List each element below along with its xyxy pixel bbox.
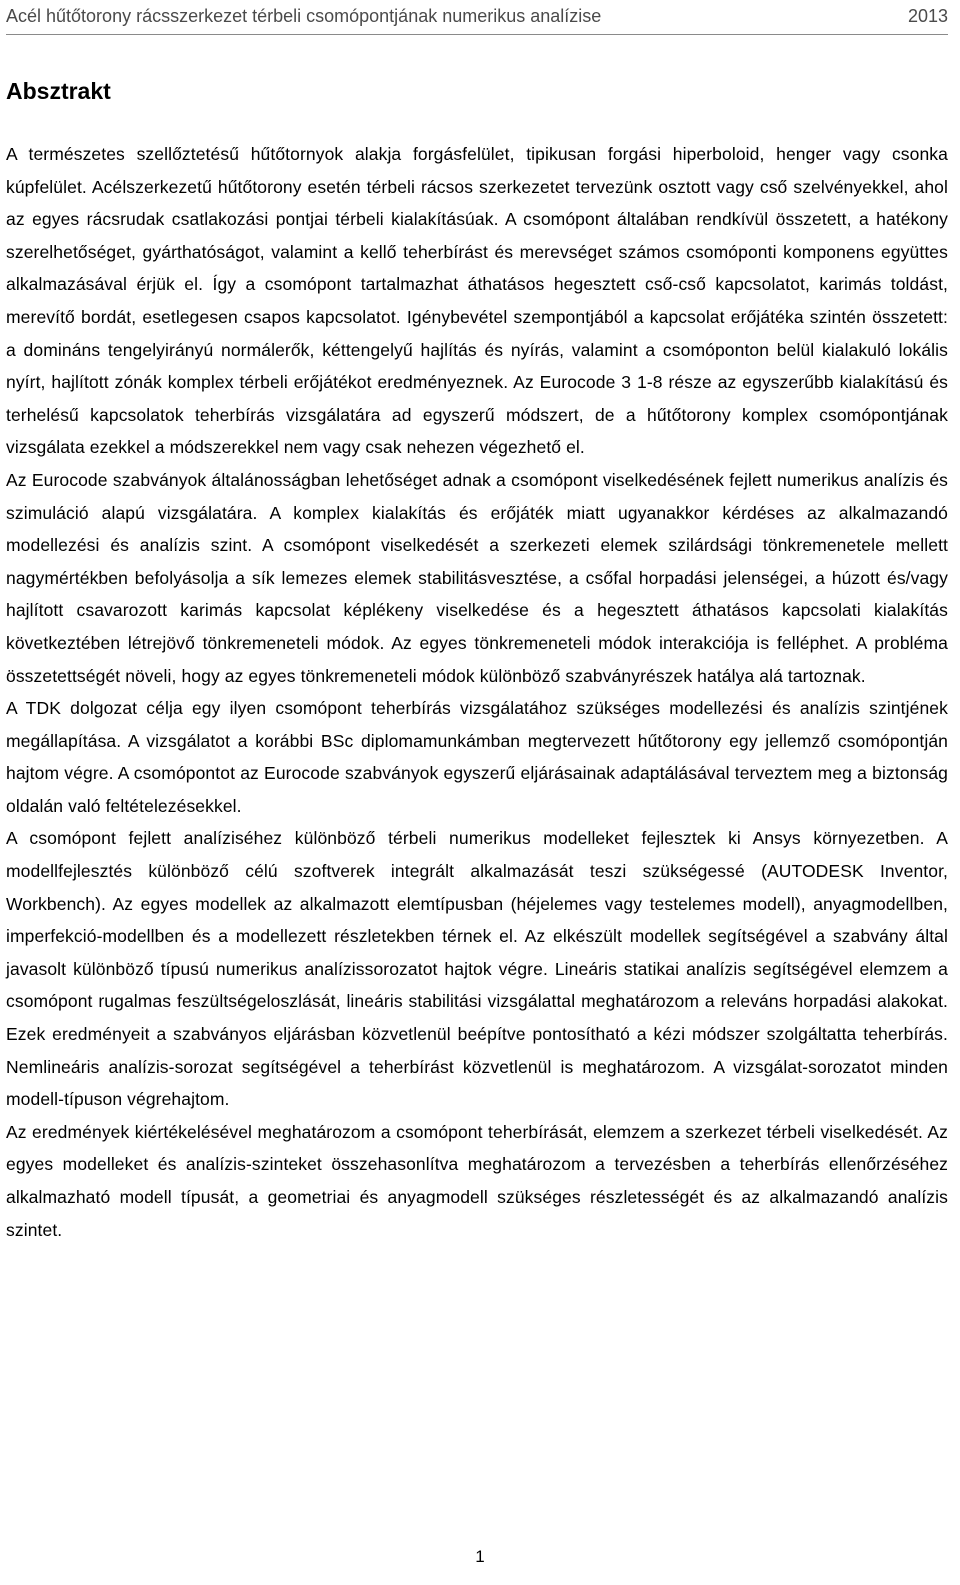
abstract-body <box>6 138 948 1246</box>
paragraph-5: Az eredmények kiértékelésével meghatározom a csomópont teherbírását, elemzem a szerkezet térbeli viselkedését. Az egyes modelleket és analízis-szinteket összehasonlítva meghatározom a tervezésben a teherbírás ellenőrzéséhez alkalmazható modell típusát, a geometriai és anyagmodell szükséges részletességét és az alkalmazandó analízis szintet. <box>6 1121 948 1240</box>
page-number: 1 <box>475 1547 485 1566</box>
header-title: Acél hűtőtorony rácsszerkezet térbeli csomópontjának numerikus analízise <box>6 6 602 26</box>
paragraph-4: A csomópont fejlett analíziséhez különböző térbeli numerikus modelleket fejlesztek ki Ansys környezetben. A modellfejlesztés különböző célú szoftverek integrált alkalmazását teszi szükségessé (AUTODESK Inventor, Workbench). Az egyes modellek az alkalmazott elemtípusban (héjelemes vagy testelemes modell), anyagmodellben, imperfekció-modellben és a modellezett részletekben térnek el. Az elkészült modellek segítségével a szabvány által javasolt különböző típusú numerikus analízissorozatot hajtok végre. Lineáris statikai analízis segítségével elemzem a csomópont rugalmas feszültségeloszlását, lineáris stabilitási vizsgálattal meghatározom a releváns horpadási alakokat. Ezek eredményeit a szabványos eljárásban közvetlenül beépítve pontosítható a kézi módszer szolgáltatta teherbírás. Nemlineáris analízis-sorozat segítségével a teherbírást közvetlenül is meghatározom. A vizsgálat-sorozatot minden modell-típuson végrehajtom. <box>6 828 948 1110</box>
section-title: Absztrakt <box>6 78 111 104</box>
paragraph-2: Az Eurocode szabványok általánosságban lehetőséget adnak a csomópont viselkedésének fejlett numerikus analízis és szimuláció alapú vizsgálatára. A komplex kialakítás és erőjáték miatt ugyanakkor kérdéses az alkalmazandó modellezési és analízis szint. A csomópont viselkedését a szerkezeti elemek szilárdsági tönkremenetele mellett nagymértékben befolyásolja a sík lemezes elemek stabilitásvesztése, a csőfal horpadási jelenségei, a húzott és/vagy hajlított csavarozott karimás kapcsolat képlékeny viselkedése és a hegesztett áthatásos kapcsolati kialakítás következtében létrejövő tönkremeneteli módok. Az egyes tönkremeneteli módok interakciója is felléphet. A probléma összetettségét növeli, hogy az egyes tönkremeneteli módok különböző szabványrészek hatálya alá tartoznak. <box>6 469 948 686</box>
paragraph-1: A természetes szellőztetésű hűtőtornyok alakja forgásfelület, tipikusan forgási hiperboloid, henger vagy csonka kúpfelület. Acélszerkezetű hűtőtorony esetén térbeli rácsos szerkezetet tervezünk osztott vagy cső szelvényekkel, ahol az egyes rácsrudak csatlakozási pontjai térbeli kialakításúak. A csomópont általában rendkívül összetett, a hatékony szerelhetőséget, gyárthatóságot, valamint a kellő teherbírást és merevséget számos csomóponti komponens együttes alkalmazásával érjük el. Így a csomópont tartalmazhat áthatásos hegesztett cső-cső kapcsolatot, karimás toldást, merevítő bordát, esetlegesen csapos kapcsolatot. Igénybevétel szempontjából a kapcsolat erőjátéka szintén összetett: a domináns tengelyirányú normálerők, kéttengelyű hajlítás és nyírás, valamint a csomóponton belül kialakuló lokális nyírt, hajlított zónák komplex térbeli erőjátékot eredményeznek. Az Eurocode 3 1-8 része az egyszerűbb kialakítású és terhelésű kapcsolatok teherbírás vizsgálatára ad egyszerű módszert, de a hűtőtorony komplex csomópontjának vizsgálata ezekkel a módszerekkel nem vagy csak nehezen végezhető el. <box>6 144 948 458</box>
running-header <box>6 4 948 35</box>
header-year: 2013 <box>907 6 948 26</box>
paragraph-3: A TDK dolgozat célja egy ilyen csomópont teherbírás vizsgálatához szükséges modellezési és analízis szintjének megállapítása. A vizsgálatot a korábbi BSc diplomamunkámban megtervezett hűtőtorony egy jellemző csomópontján hajtom végre. A csomópontot az Eurocode szabványok egyszerű eljárásainak adaptálásával terveztem meg a biztonság oldalán való feltételezésekkel. <box>6 698 948 816</box>
